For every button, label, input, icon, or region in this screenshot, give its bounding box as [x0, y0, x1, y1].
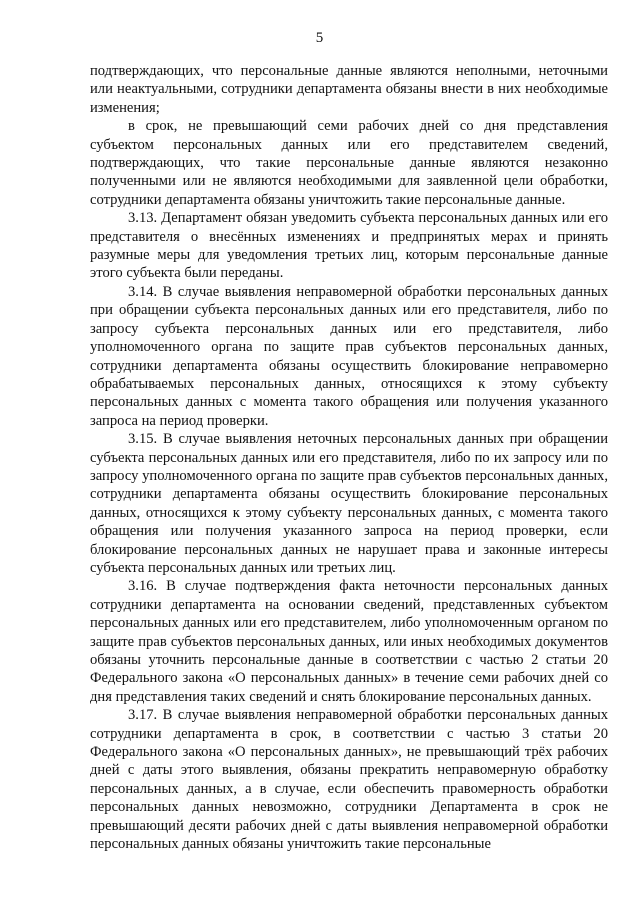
document-body [90, 62, 608, 853]
paragraph-3-17: 3.17. В случае выявления неправомерной обработки персональных данных сотрудники департамента в срок, в соответствии с частью 3 статьи 20 Федерального закона «О персональных данных», не превышающий трёх рабочих дней с даты этого выявления, обязаны прекратить неправомерную обработку персональных данных, а в случае, если обеспечить правомерность обработки персональных данных невозможно, сотрудники Департамента в срок не превышающий десяти рабочих дней с даты выявления неправомерной обработки персональных данных обязаны уничтожить такие персональные [90, 707, 608, 853]
paragraph-continuation: подтверждающих, что персональные данные являются неполными, неточными или неактуальными, сотрудники департамента обязаны внести в них необходимые изменения; [90, 63, 608, 116]
paragraph-deadline-seven-days: в срок, не превышающий семи рабочих дней со дня представления субъектом персональных данных или его представителем сведений, подтверждающих, что такие персональные данные являются незаконно полученными или не являются необходимыми для заявленной цели обработки, сотрудники департамента обязаны уничтожить такие персональные данные. [90, 118, 608, 208]
paragraph-3-16: 3.16. В случае подтверждения факта неточности персональных данных сотрудники департамента на основании сведений, представленных субъектом персональных данных или его представителем, либо уполномоченным органом по защите прав субъектов персональных данных, или иных необходимых документов обязаны уточнить персональные данные в соответствии с частью 2 статьи 20 Федерального закона «О персональных данных» в течение семи рабочих дней со дня представления таких сведений и снять блокирование персональных данных. [90, 578, 608, 705]
page-number: 5 [315, 30, 324, 46]
paragraph-3-14: 3.14. В случае выявления неправомерной обработки персональных данных при обращении субъекта персональных данных или его представителя, либо по запросу субъекта персональных данных или его представителя, либо уполномоченного органа по защите прав субъектов персональных данных, сотрудники департамента обязаны осуществить блокирование неправомерно обрабатываемых персональных данных, относящихся к этому субъекту персональных данных с момента такого обращения или получения указанного запроса на период проверки. [90, 283, 608, 429]
paragraph-3-13: 3.13. Департамент обязан уведомить субъекта персональных данных или его представителя о внесённых изменениях и предпринятых мерах и принять разумные меры для уведомления третьих лиц, которым персональные данные этого субъекта были переданы. [90, 210, 608, 282]
paragraph-3-15: 3.15. В случае выявления неточных персональных данных при обращении субъекта персональных данных или его представителя, либо по их запросу или по запросу уполномоченного органа по защите прав субъектов персональных данных, сотрудники департамента обязаны осуществить блокирование персональных данных, относящихся к этому субъекту персональных данных, с момента такого обращения или получения указанного запроса на период проверки, если блокирование персональных данных не нарушает права и законные интересы субъекта персональных данных или третьих лиц. [90, 431, 608, 576]
